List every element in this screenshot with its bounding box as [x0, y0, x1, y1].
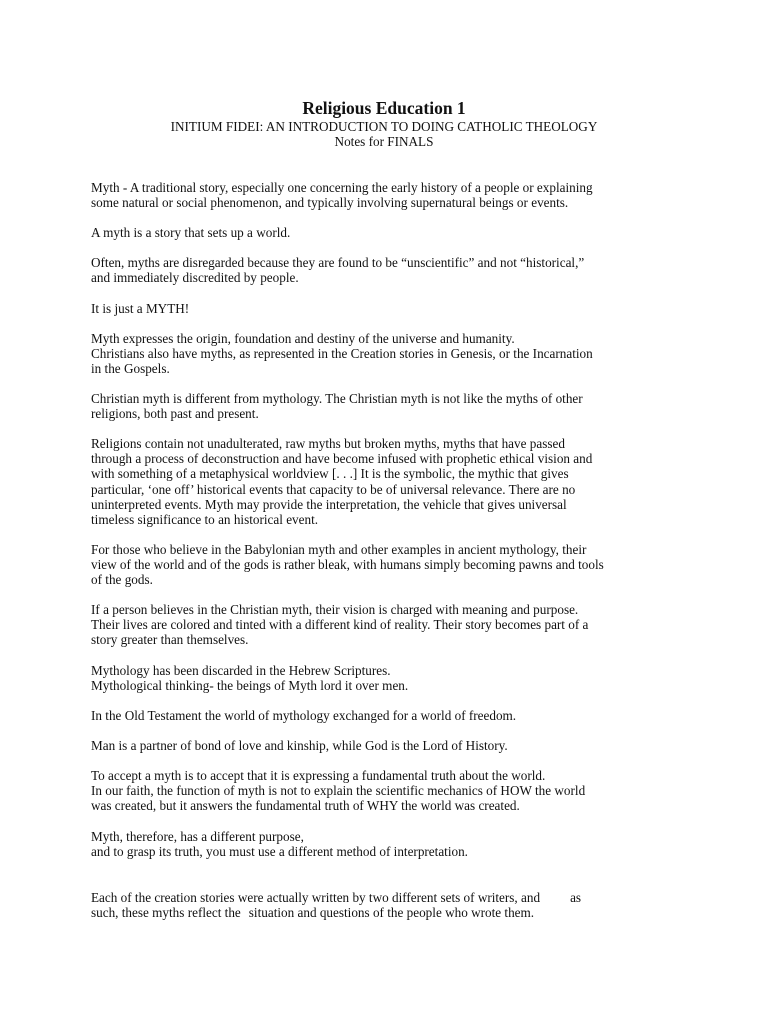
text-line: Man is a partner of bond of love and kinship, while God is the Lord of History. — [91, 738, 508, 753]
paragraph-creation-stories — [91, 890, 691, 920]
text-line: in the Gospels. — [91, 361, 170, 377]
text-line: and to grasp its truth, you must use a different method of interpretation. — [91, 844, 468, 860]
text-line: religions, both past and present. — [91, 406, 259, 422]
document-notes-label: Notes for FINALS — [334, 134, 434, 149]
text-line: To accept a myth is to accept that it is expressing a fundamental truth about the world. — [91, 768, 546, 783]
text-line: was created, but it answers the fundamental truth of WHY the world was created. — [91, 798, 520, 814]
paragraph-old-testament — [91, 708, 691, 723]
text-line: particular, ‘one off’ historical events that capacity to be of universal relevance. There are no — [91, 481, 576, 497]
text-line — [91, 905, 691, 920]
text-line: In the Old Testament the world of mythology exchanged for a world of freedom. — [91, 708, 517, 723]
text-line: through a process of deconstruction and have become infused with prophetic ethical vision and — [91, 451, 593, 467]
text-line: For those who believe in the Babylonian myth and other examples in ancient mythology, their — [91, 542, 587, 557]
text-line: some natural or social phenomenon, and typically involving supernatural beings or events. — [91, 195, 569, 211]
text-line: Often, myths are disregarded because they are found to be “unscientific” and not “historical,” — [91, 255, 585, 270]
paragraph-myth-world — [91, 225, 691, 240]
paragraph-myths-disregarded — [91, 255, 691, 285]
paragraph-different-purpose — [91, 829, 691, 859]
text-line: of the gods. — [91, 572, 153, 588]
text-line: Mythology has been discarded in the Hebrew Scriptures. — [91, 663, 391, 678]
text-line: and immediately discredited by people. — [91, 270, 299, 286]
text-line: In our faith, the function of myth is not to explain the scientific mechanics of HOW the world — [91, 783, 586, 799]
text-line: If a person believes in the Christian myth, their vision is charged with meaning and purpose. — [91, 602, 579, 617]
paragraph-christian-myth — [91, 391, 691, 421]
text-line: with something of a metaphysical worldview [. . .] It is the symbolic, the mythic that gives — [91, 466, 569, 482]
paragraph-babylonian-myth — [91, 542, 691, 588]
paragraph-myth-origin — [91, 331, 691, 377]
text-line — [91, 890, 691, 905]
text-line: timeless significance to an historical event. — [91, 512, 319, 528]
text-line: Their lives are colored and tinted with a different kind of reality. Their story becomes part of a — [91, 617, 589, 633]
document-subtitle: INITIUM FIDEI: AN INTRODUCTION TO DOING CATHOLIC THEOLOGY — [170, 119, 598, 134]
paragraph-fundamental-truth — [91, 768, 691, 814]
text-line: Christian myth is different from mythology. The Christian myth is not like the myths of other — [91, 391, 583, 406]
paragraph-hebrew-scriptures — [91, 663, 691, 693]
paragraph-myth-definition — [91, 180, 691, 210]
text-line: Mythological thinking- the beings of Myth lord it over men. — [91, 678, 409, 694]
text-fragment: Each of the creation stories were actually written by two different sets of writers, and — [91, 890, 541, 905]
text-line: Myth - A traditional story, especially one concerning the early history of a people or explaining — [91, 180, 593, 195]
text-line: story greater than themselves. — [91, 632, 249, 648]
text-line: uninterpreted events. Myth may provide the interpretation, the vehicle that gives universal — [91, 496, 567, 512]
document-title: Religious Education 1 — [302, 98, 466, 118]
text-line: It is just a MYTH! — [91, 301, 190, 316]
text-fragment: situation and questions of the people who wrote them. — [248, 905, 535, 921]
paragraph-partner-bond — [91, 738, 691, 753]
text-line: view of the world and of the gods is rather bleak, with humans simply becoming pawns and tools — [91, 557, 604, 573]
text-line: Myth, therefore, has a different purpose, — [91, 829, 304, 844]
text-line: Christians also have myths, as represented in the Creation stories in Genesis, or the Incarnation — [91, 346, 593, 362]
text-fragment: as — [570, 890, 582, 905]
text-line: Religions contain not unadulterated, raw myths but broken myths, myths that have passed — [91, 436, 565, 451]
text-line: Myth expresses the origin, foundation and destiny of the universe and humanity. — [91, 331, 515, 346]
paragraph-broken-myths — [91, 436, 691, 527]
text-line: A myth is a story that sets up a world. — [91, 225, 291, 240]
text-fragment: such, these myths reflect the — [91, 905, 241, 921]
paragraph-christian-vision — [91, 602, 691, 648]
paragraph-just-a-myth — [91, 301, 691, 316]
